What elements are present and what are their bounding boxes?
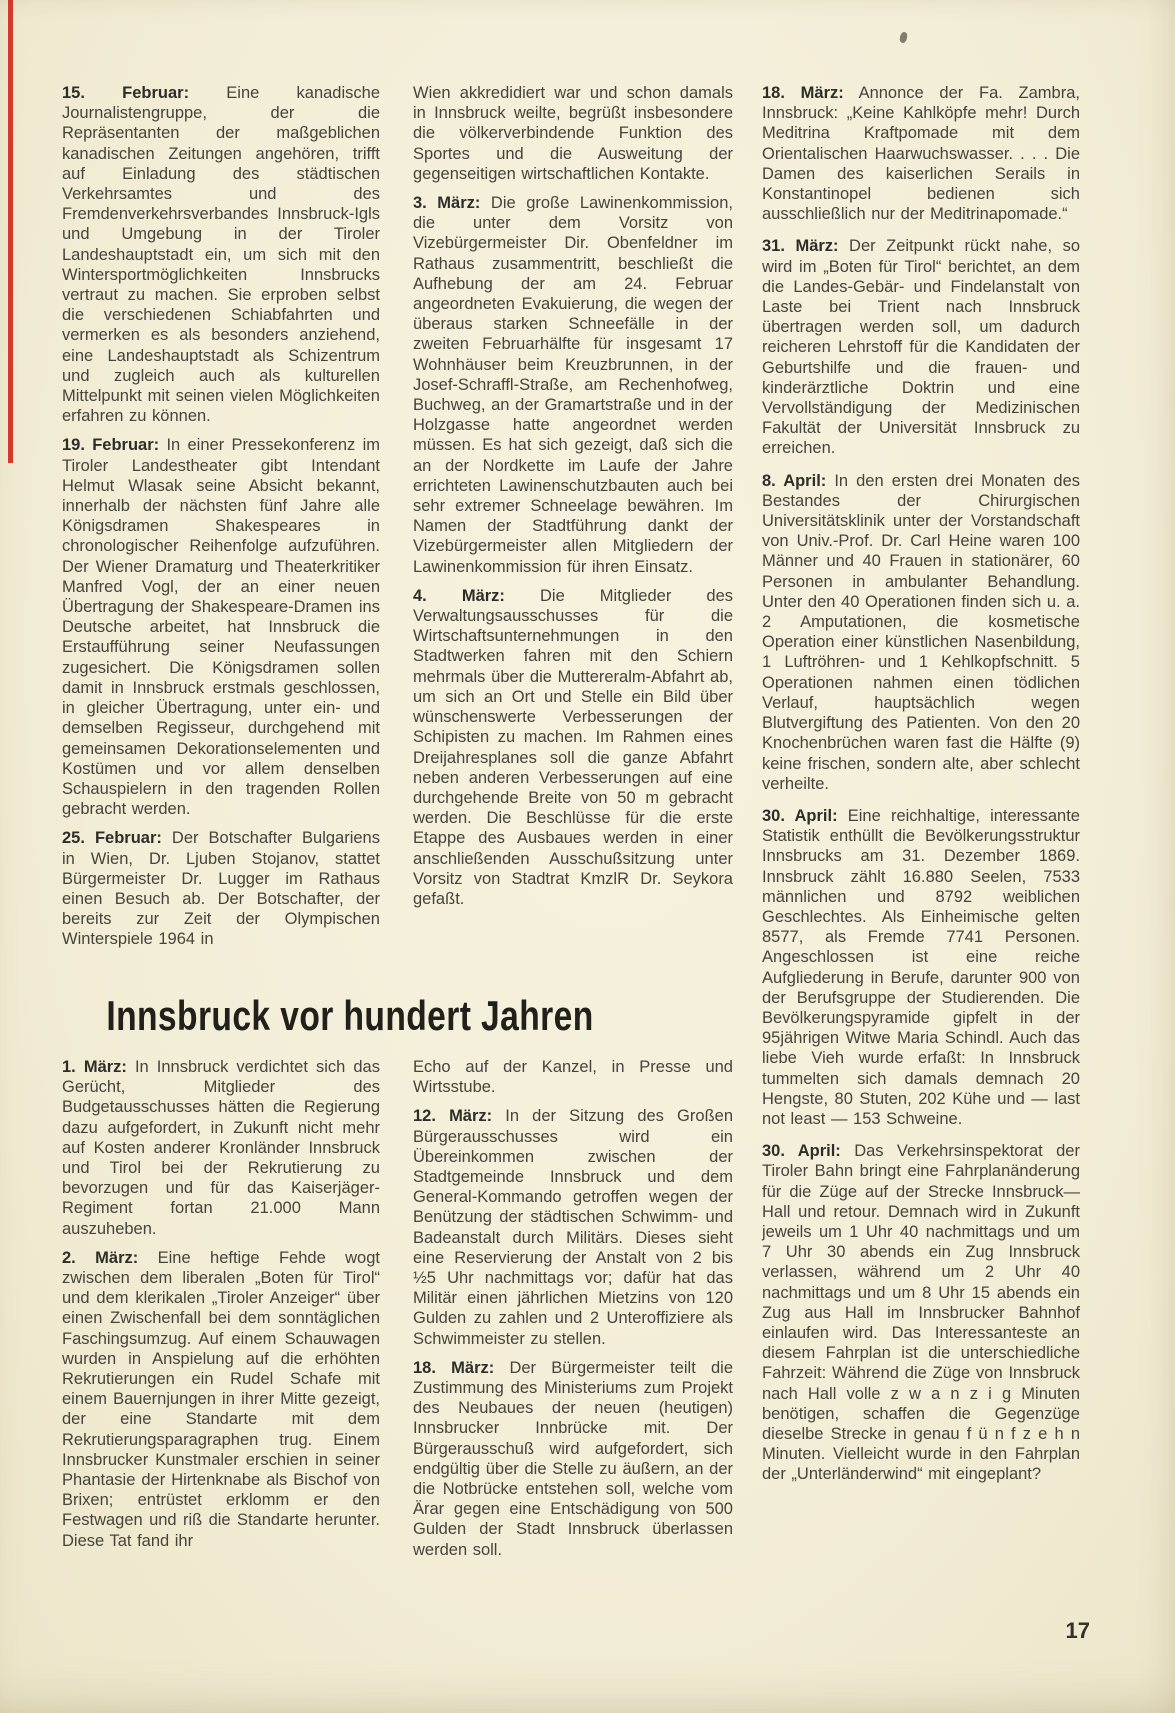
entry-text: Der Zeitpunkt rückt nahe, so wird im „Boten für Tirol“ berichtet, an dem die Landes-Gebär- und Findelanstalt von Laste bei Trient nach Innsbruck übertragen werden soll, um dadurch reicheren Lehrstoff für die Kandidaten der Geburtshilfe und die frauen- und kinderärztliche Doktrin und eine Vervollständigung der Medizinischen Fakultät der Universität Innsbruck zu erreichen. <box>762 237 1080 458</box>
entry-date: 18. März: <box>413 1358 495 1377</box>
news-entry <box>413 193 733 577</box>
entry-text: Der Botschafter Bulgariens in Wien, Dr. Ljuben Stojanov, stattet Bürgermeister Dr. Lugger im Rathaus einen Besuch ab. Der Botschafter, der bereits zur Zeit der Olympischen Winterspiele 1964 in <box>62 829 380 949</box>
entry-text: Der Bürgermeister teilt die Zustimmung des Ministeriums zum Projekt des Neubaues der neuen (heutigen) Innsbrucker Innbrücke mit. Der Bürgerausschuß wird aufgefordert, sich endgültig über die Stelle zu äußern, an der die Notbrücke entstehen soll, welche vom Ärar gegen eine Entschädigung von 500 Gulden der Stadt Innsbruck überlassen werden soll. <box>413 1358 734 1559</box>
entry-date: 19. Februar: <box>62 436 160 455</box>
news-entry <box>762 806 1080 1129</box>
news-entry <box>413 1106 733 1348</box>
news-entry <box>762 83 1080 224</box>
entry-text: Eine reichhaltige, interessante Statistik enthüllt die Bevölkerungsstruktur Innsbrucks am 31. Dezember 1869. Innsbruck zählt 16.880 Seelen, 7533 männlichen und 8792 weiblichen Geschlechtes. Als Einheimische gelten 8577, als Fremde 7741 Personen. Angeschlossen ist eine reiche Aufgliederung in Berufe, darunter 900 von der Berufsgruppe der Studierenden. Die Bevölkerungspyramide gipfelt in der 95jährigen Witwe Maria Schindl. Auch das liebe Vieh wurde erfaßt: In Innsbruck tummelten sich damals demnach 20 Hengste, 80 Stuten, 202 Kühe und — last not least — 153 Schweine. <box>762 806 1080 1128</box>
news-entry <box>62 83 380 426</box>
news-entry <box>413 1358 733 1560</box>
entry-text: Die große Lawinenkommission, die unter dem Vorsitz von Vizebürgermeister Dir. Obenfeldner im Rathaus zusammentritt, beschließt die Aufhebung der am 24. Februar angeordneten Evakuierung, die wegen der überaus starken Schneefälle in der zweiten Februarhälfte für insgesamt 17 Wohnhäuser beim Kreuzbrunnen, in der Josef-Schraffl-Straße, am Rechenhofweg, Buchweg, an der Gramartstraße und in der Holzgasse hatte angeordnet werden müssen. Es hat sich gezeigt, daß sich die an der Nordkette im Laufe der Jahre errichteten Lawinenschutzbauten auch bei sehr extremer Schneelage bewähren. Im Namen der Stadtführung dankt der Vizebürgermeister allen Mitgliedern der Lawinenkommission für ihren Einsatz. <box>413 194 733 576</box>
news-entry <box>62 828 380 949</box>
entry-date: 1. März: <box>62 1058 127 1076</box>
entry-text: Annonce der Fa. Zambra, Innsbruck: „Keine Kahlköpfe mehr! Durch Meditrina Kraftpomade mit dem Orientalischen Haarwuchswasser. . . . Die Damen des kaiserlichen Serails in Konstantinopel bedienen sich ausschließlich nur der Meditrinapomade.“ <box>762 84 1080 224</box>
entry-text: In den ersten drei Monaten des Bestandes der Chirurgischen Universitätsklinik unter der Vorstandschaft von Univ.-Prof. Dr. Carl Heine waren 100 Männer und 40 Frauen in stationärer, 60 Personen in ambulanter Behandlung. Unter den 40 Operationen finden sich u. a. 2 Amputationen, die kosmetische Operation einer künstlichen Nasenbildung, 1 Luftröhren- und 1 Kehlkopfschnitt. 5 Operationen nahmen einen tödlichen Verlauf, hauptsächlich wegen Blutvergiftung des Patienten. Von den 20 Knochenbrüchen waren fast die Hälfte (9) keine frischen, sondern alte, aber schlecht verheilte. <box>762 471 1081 793</box>
entry-date: 30. April: <box>762 1142 841 1161</box>
news-entry <box>413 83 733 184</box>
column-bottom-left <box>62 1057 380 1617</box>
entry-text: In Innsbruck verdichtet sich das Gerücht, Mitglieder des Budgetausschusses hätten die Regierung dazu aufgefordert, in Zukunft nicht mehr auf Kosten anderer Kronländer Innsbruck und Tirol bei der Rekrutierung zu bevorzugen und für das Kaiserjäger-Regiment fortan 21.000 Mann auszuheben. <box>62 1058 380 1238</box>
news-entry <box>62 1057 380 1239</box>
red-margin-line <box>8 0 13 463</box>
news-entry <box>413 1057 733 1097</box>
page-number: 17 <box>1065 1618 1090 1643</box>
column-top-middle <box>413 83 733 998</box>
entry-text: Echo auf der Kanzel, in Presse und Wirtsstube. <box>413 1058 733 1097</box>
entry-date: 30. April: <box>762 806 838 825</box>
news-entry <box>762 1141 1080 1484</box>
entry-text: Eine kanadische Journalistengruppe, der die Repräsentanten der maßgeblichen kanadischen Zeitungen angehören, trifft auf Einladung des städtischen Verkehrsamtes und des Fremdenverkehrsverbandes Innsbruck-Igls und Umgebung in der Tiroler Landeshauptstadt ein, um sich mit den Wintersportmöglichkeiten Innsbrucks vertraut zu machen. Sie erproben selbst die verschiedenen Schiabfahrten und vermerken es als besonders anziehend, eine Landeshauptstadt als Schizentrum und zugleich auch als kulturellen Mittelpunkt mit seinen vielen Möglichkeiten erfahren zu können. <box>62 84 380 426</box>
news-entry <box>62 435 380 819</box>
entry-text: In der Sitzung des Großen Bürgerausschusses wird ein Übereinkommen zwischen der Stadtgemeinde Innsbruck und dem General-Kommando getroffen wegen der Benützung der städtischen Schwimm- und Badeanstalt durch Militärs. Dieses sieht eine Reservierung der Anstalt von 2 bis ½5 Uhr nachmittags vor; dafür hat das Militär einen jährlichen Mietzins von 120 Gulden zu zahlen und 2 Unteroffiziere als Schwimmeister zu stellen. <box>413 1107 733 1348</box>
news-entry <box>762 236 1080 458</box>
news-entry <box>62 1248 380 1551</box>
ink-speck <box>899 31 908 43</box>
entry-date: 15. Februar: <box>62 84 190 102</box>
entry-date: 8. April: <box>762 471 827 490</box>
entry-date: 25. Februar: <box>62 829 162 848</box>
column-bottom-middle <box>413 1057 733 1617</box>
entry-text: Das Verkehrsinspektorat der Tiroler Bahn bringt eine Fahrplanänderung für die Züge auf der Strecke Innsbruck—Hall und retour. Demnach wird in Zukunft jeweils um 1 Uhr 40 nachmittags und um 7 Uhr 30 abends ein Zug Innsbruck verlassen, während um 2 Uhr 40 nachmittags und um 8 Uhr 15 abends ein Zug aus Hall im Innsbrucker Bahnhof einlaufen wird. Das Interessanteste an diesem Fahrplan ist die unterschiedliche Fahrzeit: Während die Züge von Innsbruck nach Hall volle z w a n z i g Minuten benötigen, schaffen die Gegenzüge dieselbe Strecke in genau f ü n f z e h n Minuten. Vielleicht wurde in den Fahrplan der „Unterländerwind“ mit eingeplant? <box>762 1142 1080 1484</box>
entry-date: 31. März: <box>762 237 839 256</box>
news-entry <box>413 586 733 909</box>
entry-text: Eine heftige Fehde wogt zwischen dem liberalen „Boten für Tirol“ und dem klerikalen „Tiroler Anzeiger“ über einen Zwischenfall bei dem sonntäglichen Faschingsumzug. Auf einem Schauwagen wurden in Anspielung auf die erhöhten Rekrutierungen ein Rudel Schafe mit einem Bauernjungen in ihrer Mitte gezeigt, der eine Standarte mit dem Rekrutierungsparagraphen trug. Einem Innsbrucker Kunstmaler erschien in seiner Phantasie der Hirtenknabe als Bischof von Brixen; entrüstet erklomm er den Festwagen und riß die Standarte herunter. Diese Tat fand ihr <box>62 1248 380 1550</box>
entry-date: 3. März: <box>413 194 481 213</box>
column-right <box>762 83 1080 1618</box>
section-headline: Innsbruck vor hundert Jahren <box>106 992 594 1039</box>
column-top-left <box>62 83 380 988</box>
entry-text: Die Mitglieder des Verwaltungsausschusses für die Wirtschaftsunternehmungen in den Stadtwerken fahren mit den Schiern mehrmals über die Muttereralm-Abfahrt ab, um sich an Ort und Stelle ein Bild über wünschenswerte Verbesserungen der Schipisten zu machen. Im Rahmen eines Dreijahresplanes soll die ganze Abfahrt neben anderen Verbesserungen auf eine durchgehende Breite von 50 m gebracht werden. Die Beschlüsse für die erste Etappe des Ausbaues werden in einer anschließenden Ausschußsitzung unter Vorsitz von Stadtrat KmzlR Dr. Seykora gefaßt. <box>413 586 733 908</box>
entry-date: 12. März: <box>413 1107 493 1126</box>
entry-date: 4. März: <box>413 586 505 605</box>
entry-date: 18. März: <box>762 84 844 102</box>
entry-text: In einer Pressekonferenz im Tiroler Landestheater gibt Intendant Helmut Wlasak seine Absicht bekannt, innerhalb der nächsten fünf Jahre alle Königsdramen Shakespeares in chronologischer Reihenfolge aufzuführen. Der Wiener Dramaturg und Theaterkritiker Manfred Vogl, der an einer neuen Übertragung der Shakespeare-Dramen ins Deutsche arbeitet, hat Innsbruck die Erstaufführung seiner Neufassungen zugesichert. Die Königsdramen sollen damit in Innsbruck erstmals geschlossen, in gleicher Übertragung, unter ein- und demselben Regisseur, durchgehend mit gemeinsamen Dekorationselementen und Kostümen und vor allem denselben Schauspielern in den tragenden Rollen gebracht werden. <box>62 436 380 819</box>
entry-text: Wien akkredidiert war und schon damals in Innsbruck weilte, begrüßt insbesondere die völkerverbindende Funktion des Sportes und die Ausweitung der gegenseitigen wirtschaftlichen Kontakte. <box>413 84 733 183</box>
news-entry <box>762 471 1080 794</box>
entry-date: 2. März: <box>62 1248 139 1267</box>
